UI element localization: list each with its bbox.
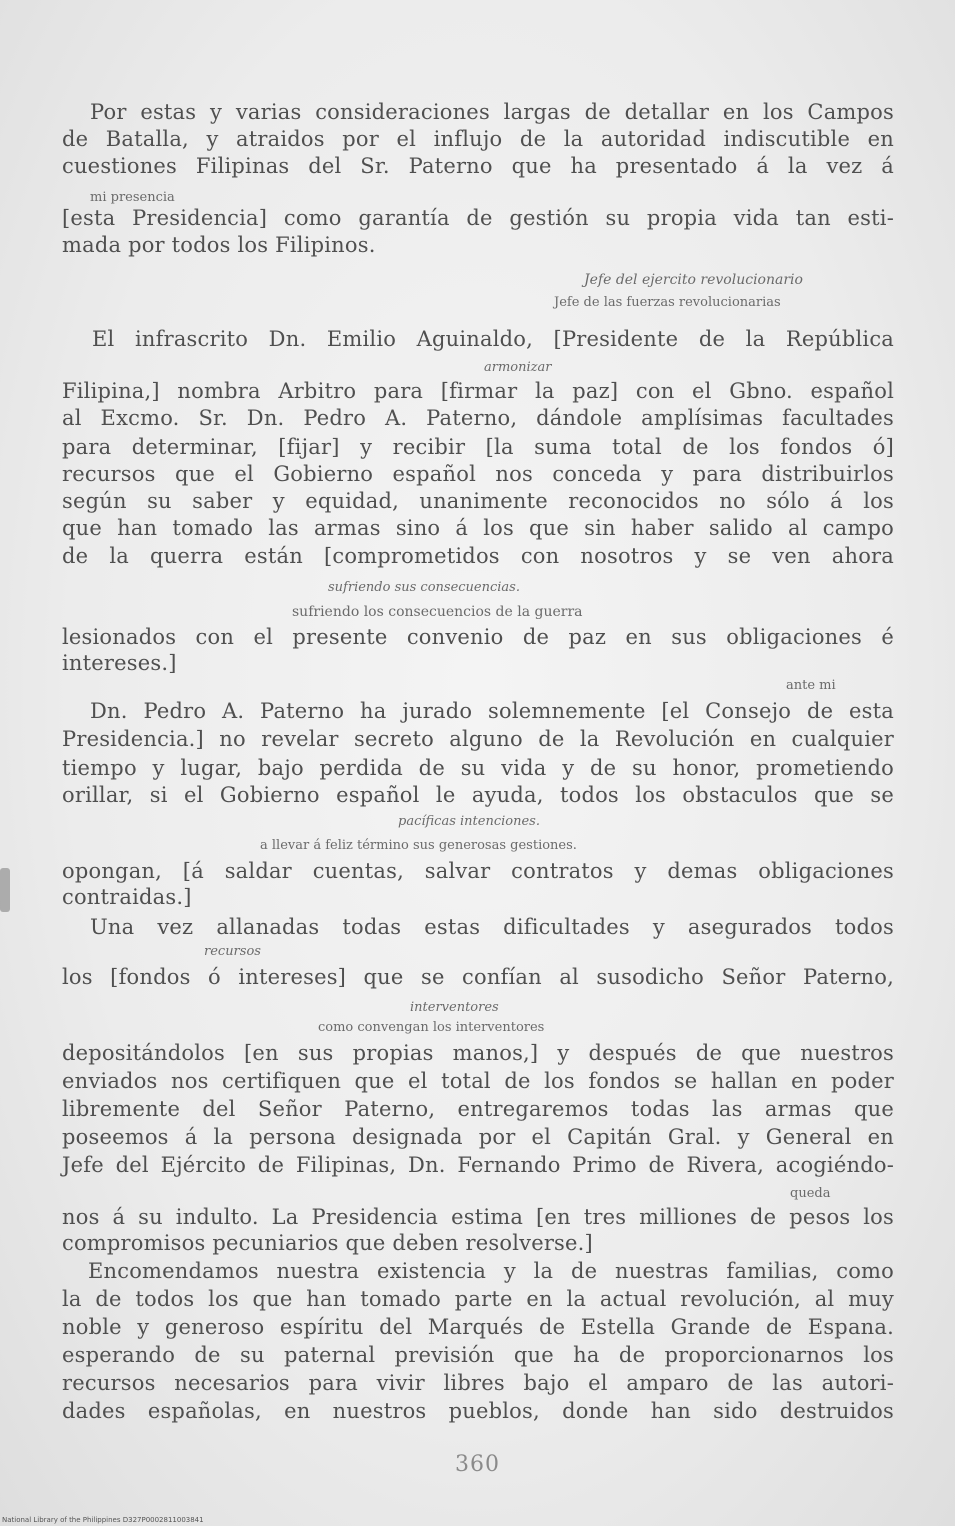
text-line: nos á su indulto. La Presidencia estima [en tres milliones de pesos los [62, 1205, 894, 1229]
margin-annotation: queda [790, 1186, 831, 1201]
margin-annotation: mi presencia [90, 190, 175, 205]
text-line: Filipina,] nombra Arbitro para [firmar la paz] con el Gbno. español [62, 379, 894, 403]
text-line: poseemos á la persona designada por el Capitán Gral. y General en [62, 1125, 894, 1149]
text-line: libremente del Señor Paterno, entregaremos todas las armas que [62, 1097, 894, 1121]
text-line: opongan, [á saldar cuentas, salvar contratos y demas obligaciones [62, 859, 894, 883]
text-line: tiempo y lugar, bajo perdida de su vida y de su honor, prometiendo [62, 756, 894, 780]
text-line: al Excmo. Sr. Dn. Pedro A. Paterno, dándole amplísimas facultades [62, 406, 894, 430]
text-line: los [fondos ó intereses] que se confían al susodicho Señor Paterno, [62, 965, 894, 989]
text-line: Una vez allanadas todas estas dificultades y asegurados todos [90, 915, 894, 939]
margin-annotation: sufriendo los consecuencios de la guerra [292, 604, 583, 620]
text-line: de la querra están [comprometidos con nosotros y se ven ahora [62, 544, 894, 568]
text-line: según su saber y equidad, unanimente reconocidos no sólo á los [62, 489, 894, 513]
text-line: [esta Presidencia] como garantía de gestión su propia vida tan esti- [62, 206, 894, 230]
text-line: de Batalla, y atraidos por el influjo de la autoridad indiscutible en [62, 127, 894, 151]
margin-annotation: recursos [204, 944, 261, 959]
text-line: cuestiones Filipinas del Sr. Paterno que ha presentado á la vez á [62, 154, 894, 178]
margin-annotation: interventores [410, 1000, 499, 1015]
margin-annotation: como convengan los interventores [318, 1020, 545, 1035]
margin-annotation: Jefe de las fuerzas revolucionarias [554, 295, 781, 310]
text-line: noble y generoso espíritu del Marqués de Estella Grande de Espana. [62, 1315, 894, 1339]
footer-credit: National Library of the Philippines D327P0002811003841 [2, 1516, 204, 1524]
margin-annotation: ante mi [786, 678, 836, 693]
text-line: Presidencia.] no revelar secreto alguno de la Revolución en cualquier [62, 727, 894, 751]
text-line: lesionados con el presente convenio de paz en sus obligaciones é [62, 625, 894, 649]
text-line: Por estas y varias consideraciones largas de detallar en los Campos [90, 100, 894, 124]
text-line: recursos que el Gobierno español nos conceda y para distribuirlos [62, 462, 894, 486]
text-line: intereses.] [62, 651, 177, 675]
text-line: mada por todos los Filipinos. [62, 233, 376, 257]
text-line: Encomendamos nuestra existencia y la de nuestras familias, como [88, 1259, 894, 1283]
text-line: El infrascrito Dn. Emilio Aguinaldo, [Presidente de la República [92, 327, 894, 351]
margin-annotation: a llevar á feliz término sus generosas gestiones. [260, 838, 577, 853]
text-line: dades españolas, en nuestros pueblos, donde han sido destruidos [62, 1399, 894, 1423]
text-line: enviados nos certifiquen que el total de los fondos se hallan en poder [62, 1069, 894, 1093]
page-number: 360 [455, 1452, 500, 1477]
text-line: contraidas.] [62, 885, 192, 909]
text-line: esperando de su paternal previsión que ha de proporcionarnos los [62, 1343, 894, 1367]
text-line: compromisos pecuniarios que deben resolverse.] [62, 1231, 593, 1255]
margin-annotation: armonizar [484, 360, 552, 375]
scan-smudge [0, 868, 10, 912]
margin-annotation: pacíficas intenciones. [398, 814, 540, 829]
text-line: Dn. Pedro A. Paterno ha jurado solemnemente [el Consejo de esta [90, 699, 894, 723]
text-line: que han tomado las armas sino á los que sin haber salido al campo [62, 516, 894, 540]
margin-annotation: sufriendo sus consecuencias. [328, 580, 520, 595]
text-line: para determinar, [fijar] y recibir [la suma total de los fondos ó] [62, 435, 894, 459]
margin-annotation: Jefe del ejercito revolucionario [584, 272, 803, 288]
text-line: orillar, si el Gobierno español le ayuda, todos los obstaculos que se [62, 783, 894, 807]
text-line: recursos necesarios para vivir libres bajo el amparo de las autori- [62, 1371, 894, 1395]
text-line: Jefe del Ejército de Filipinas, Dn. Fernando Primo de Rivera, acogiéndo- [62, 1153, 894, 1177]
text-line: la de todos los que han tomado parte en la actual revolución, al muy [62, 1287, 894, 1311]
text-line: depositándolos [en sus propias manos,] y después de que nuestros [62, 1041, 894, 1065]
